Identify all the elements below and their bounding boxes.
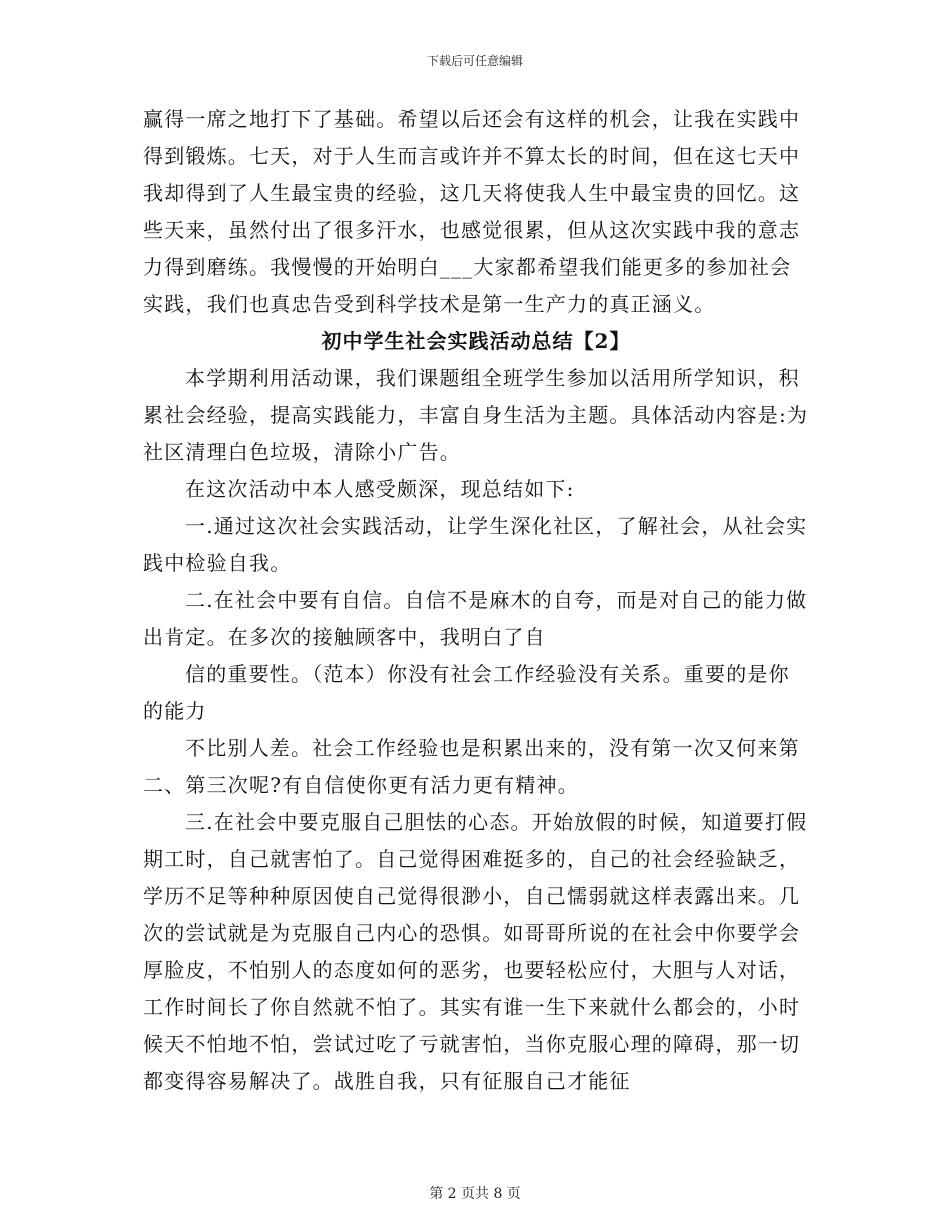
section-title: 初中学生社会实践活动总结【2】 [321,329,631,353]
page-header: 下载后可任意编辑 [426,54,523,68]
paragraph-3: 在这次活动中本人感受颇深，现总结如下: [185,477,575,501]
paragraph-2: 本学期利用活动课，我们课题组全班学生参加以活用所学知识，积累社会经验，提高实践能力，丰富自身生活为主题。具体活动内容是:为社区清理白色垃圾，清除小广告。 [143,366,809,464]
page-footer: 第 2 页共 8 页 [429,1186,521,1202]
document-body [143,101,809,1100]
paragraph-4: 一.通过这次社会实践活动，让学生深化社区，了解社会，从社会实践中检验自我。 [143,514,808,575]
paragraph-8: 三.在社会中要克服自己胆怯的心态。开始放假的时候，知道要打假期工时，自己就害怕了。自己觉得困难挺多的，自己的社会经验缺乏，学历不足等种种原因使自己觉得很渺小，自己懦弱就这样表露出来。几次的尝试就是为克服自己内心的恐惧。如哥哥所说的在社会中你要学会厚脸皮，不怕别人的态度如何的恶劣，也要轻松应付，大胆与人对话，工作时间长了你自然就不怕了。其实有谁一生下来就什么都会的，小时候天不怕地不怕，尝试过吃了亏就害怕，当你克服心理的障碍，那一切都变得容易解决了。战胜自我，只有征服自己才能征 [143,810,808,1093]
paragraph-6: 信的重要性。（范本）你没有社会工作经验没有关系。重要的是你的能力 [143,662,790,723]
paragraph-5: 二.在社会中要有自信。自信不是麻木的自夸，而是对自己的能力做出肯定。在多次的接触顾客中，我明白了自 [143,588,808,649]
paragraph-1: 赢得一席之地打下了基础。希望以后还会有这样的机会，让我在实践中得到锻炼。七天，对于人生而言或许并不算太长的时间，但在这七天中我却得到了人生最宝贵的经验，这几天将使我人生中最宝贵的回忆。这些天来，虽然付出了很多汗水，也感觉很累，但从这次实践中我的意志力得到磨练。我慢慢的开始明白___大家都希望我们能更多的参加社会实践，我们也真忠告受到科学技术是第一生产力的真正涵义。 [143,107,801,316]
paragraph-7: 不比别人差。社会工作经验也是积累出来的，没有第一次又何来第二、第三次呢?有自信使你更有活力更有精神。 [143,736,800,797]
